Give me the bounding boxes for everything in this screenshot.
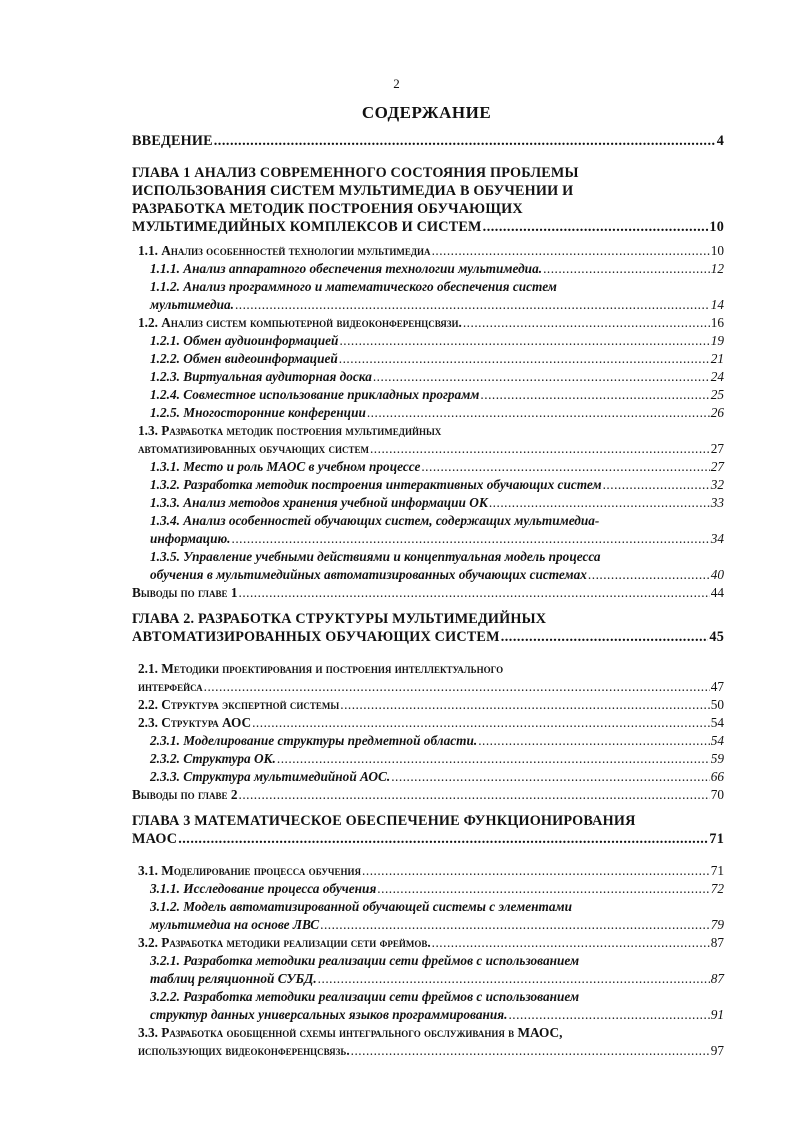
dot-leader: [432, 242, 710, 260]
toc-page: 71: [710, 863, 724, 878]
dot-leader: [340, 696, 709, 714]
dot-leader: [232, 530, 710, 548]
toc-entry-1-3-4[interactable]: [132, 512, 724, 548]
toc-entry-2-2[interactable]: [132, 696, 724, 714]
toc-entry-2-3-1[interactable]: [132, 732, 724, 750]
toc-page: 71: [709, 831, 724, 847]
toc-label: 1.1. Анализ особенностей технологии мультимедиа: [138, 243, 431, 258]
dot-leader: [252, 714, 710, 732]
toc-entry-2-3-3[interactable]: [132, 768, 724, 786]
toc-entry-1-1-1[interactable]: [132, 260, 724, 278]
toc-label: 1.2.5. Многосторонние конференции: [150, 405, 366, 420]
toc-entry-3-2-2[interactable]: [132, 988, 724, 1024]
toc-page: 91: [710, 1007, 724, 1022]
dot-leader: [391, 768, 709, 786]
toc-label: 2.2. Структура экспертной системы: [138, 697, 340, 712]
toc-entry-1-2-3[interactable]: [132, 368, 724, 386]
toc-page: 50: [710, 697, 724, 712]
dot-leader: [483, 218, 709, 236]
dot-leader: [367, 404, 710, 422]
toc-label-line: таблиц реляционной СУБД.: [150, 971, 317, 986]
toc-label-line: 2.1. Методики проектирования и построения интеллектуального: [138, 661, 504, 676]
toc-label: 3.2. Разработка методики реализации сети фреймов.: [138, 935, 431, 950]
toc-label: 1.2.4. Совместное использование прикладных программ: [150, 387, 480, 402]
toc-entry-1-2-4[interactable]: [132, 386, 724, 404]
dot-leader: [362, 862, 710, 880]
toc-page: 72: [710, 881, 724, 896]
toc-label-line: 3.1.2. Модель автоматизированной обучающей системы с элементами: [150, 899, 572, 914]
dot-leader: [588, 566, 710, 584]
toc-label-line: 1.3.4. Анализ особенностей обучающих систем, содержащих мультимедиа-: [150, 513, 600, 528]
toc-label-line: структур данных универсальных языков программирования.: [150, 1007, 508, 1022]
toc-entry-1-1[interactable]: [132, 242, 724, 260]
toc-entry-1-3-5[interactable]: [132, 548, 724, 584]
toc-entry-1-3-1[interactable]: [132, 458, 724, 476]
toc-label: 1.3.3. Анализ методов хранения учебной информации ОК: [150, 495, 488, 510]
toc-label-line: 1.3. Разработка методик построения мультимедийных: [138, 423, 442, 438]
toc-label-line: ГЛАВА 2. РАЗРАБОТКА СТРУКТУРЫ МУЛЬТИМЕДИЙНЫХ: [132, 611, 547, 627]
toc-entry-conclusions-1[interactable]: [132, 584, 724, 602]
toc-page: 27: [710, 459, 724, 474]
dot-leader: [370, 440, 710, 458]
dot-leader: [178, 830, 708, 848]
toc-label-line: 3.2.2. Разработка методики реализации сети фреймов с использованием: [150, 989, 580, 1004]
dot-leader: [318, 970, 710, 988]
toc-entry-2-1[interactable]: [132, 660, 724, 696]
toc-entry-intro[interactable]: [132, 132, 724, 150]
toc-page: 66: [710, 769, 724, 784]
toc-label-line: МУЛЬТИМЕДИЙНЫХ КОМПЛЕКСОВ И СИСТЕМ: [132, 219, 482, 235]
toc-label: 1.1.1. Анализ аппаратного обеспечения технологии мультимедиа.: [150, 261, 543, 276]
toc-entry-1-1-2[interactable]: [132, 278, 724, 314]
toc-page: 16: [710, 315, 724, 330]
toc-entry-chapter-3[interactable]: [132, 812, 724, 848]
dot-leader: [239, 786, 710, 804]
toc-entry-1-2-2[interactable]: [132, 350, 724, 368]
toc-page: 10: [709, 219, 724, 235]
toc-label-line: мультимедиа на основе ЛВС: [150, 917, 320, 932]
toc-page: 12: [710, 261, 724, 276]
toc-page: 97: [710, 1043, 724, 1058]
toc-label-line: интерфейса: [138, 679, 203, 694]
toc-entry-1-3-3[interactable]: [132, 494, 724, 512]
dot-leader: [421, 458, 709, 476]
toc-page: 10: [710, 243, 724, 258]
dot-leader: [373, 368, 710, 386]
toc-entry-conclusions-2[interactable]: [132, 786, 724, 804]
toc-label: 1.2. Анализ систем компьютерной видеоконференцсвязи.: [138, 315, 462, 330]
toc-label: 1.2.3. Виртуальная аудиторная доска: [150, 369, 372, 384]
dot-leader: [508, 1006, 709, 1024]
toc-page: 87: [710, 971, 724, 986]
toc-entry-2-3-2[interactable]: [132, 750, 724, 768]
toc-label-line: 1.1.2. Анализ программного и математического обеспечения систем: [150, 279, 557, 294]
toc-page: 44: [710, 585, 724, 600]
dot-leader: [377, 880, 709, 898]
dot-leader: [239, 584, 710, 602]
toc-label: 2.3.3. Структура мультимедийной АОС.: [150, 769, 391, 784]
toc-entry-1-2-5[interactable]: [132, 404, 724, 422]
toc-page: 47: [710, 679, 724, 694]
toc-label-line: 1.3.5. Управление учебными действиями и концептуальная модель процесса: [150, 549, 601, 564]
toc-label: 1.2.2. Обмен видеоинформацией: [150, 351, 338, 366]
toc-page: 40: [710, 567, 724, 582]
dot-leader: [204, 678, 710, 696]
toc-entry-3-3[interactable]: [132, 1024, 724, 1060]
document-title: СОДЕРЖАНИЕ: [361, 103, 492, 122]
toc-page: 14: [710, 297, 724, 312]
dot-leader: [320, 916, 710, 934]
toc-label: 3.1. Моделирование процесса обучения: [138, 863, 362, 878]
toc-page: 21: [710, 351, 724, 366]
toc-entry-1-2[interactable]: [132, 314, 724, 332]
toc-label: Выводы по главе 2: [132, 787, 238, 802]
toc-page: 34: [710, 531, 724, 546]
toc-entry-chapter-2[interactable]: [132, 610, 724, 646]
dot-leader: [603, 476, 710, 494]
toc-page: 87: [710, 935, 724, 950]
toc-label: Выводы по главе 1: [132, 585, 238, 600]
toc-page: 27: [710, 441, 724, 456]
dot-leader: [463, 314, 710, 332]
dot-leader: [489, 494, 710, 512]
toc-label-line: ГЛАВА 1 АНАЛИЗ СОВРЕМЕННОГО СОСТОЯНИЯ ПРОБЛЕМЫ: [132, 165, 579, 181]
dot-leader: [432, 934, 710, 952]
toc-label-line: 3.2.1. Разработка методики реализации сети фреймов с использованием: [150, 953, 580, 968]
toc-label: 2.3.2. Структура ОК.: [150, 751, 276, 766]
toc-label-line: мультимедиа.: [150, 297, 234, 312]
toc-entry-chapter-1[interactable]: [132, 164, 724, 236]
page-number: 2: [393, 76, 400, 91]
toc-entry-3-1-1[interactable]: [132, 880, 724, 898]
toc-label-line: автоматизированных обучающих систем: [138, 441, 369, 456]
toc-label-line: ГЛАВА 3 МАТЕМАТИЧЕСКОЕ ОБЕСПЕЧЕНИЕ ФУНКЦИОНИРОВАНИЯ: [132, 813, 636, 829]
dot-leader: [501, 628, 709, 646]
toc-label-line: обучения в мультимедийных автоматизированных обучающих системах: [150, 567, 587, 582]
toc-label: 3.1.1. Исследование процесса обучения: [150, 881, 377, 896]
dot-leader: [277, 750, 710, 768]
toc-page: 24: [710, 369, 724, 384]
toc-entry-3-1[interactable]: [132, 862, 724, 880]
toc-page: 59: [710, 751, 724, 766]
toc-label: ВВЕДЕНИЕ: [132, 133, 213, 149]
toc-page: 33: [710, 495, 724, 510]
toc-label: 1.2.1. Обмен аудиоинформацией: [150, 333, 339, 348]
toc-label-line: 3.3. Разработка обобщенной схемы интегрального обслуживания в МАОС,: [138, 1025, 563, 1040]
toc-page: 54: [710, 733, 724, 748]
dot-leader: [339, 350, 710, 368]
toc-entry-3-1-2[interactable]: [132, 898, 724, 934]
toc-entry-1-3[interactable]: [132, 422, 724, 458]
toc-page: 54: [710, 715, 724, 730]
toc-label: 2.3.1. Моделирование структуры предметной области.: [150, 733, 478, 748]
table-of-contents: [132, 132, 724, 1060]
toc-entry-2-3[interactable]: [132, 714, 724, 732]
toc-page: 26: [710, 405, 724, 420]
toc-label-line: РАЗРАБОТКА МЕТОДИК ПОСТРОЕНИЯ ОБУЧАЮЩИХ: [132, 201, 523, 217]
dot-leader: [235, 296, 710, 314]
dot-leader: [339, 332, 709, 350]
dot-leader: [214, 132, 716, 150]
dot-leader: [543, 260, 710, 278]
toc-label: 1.3.1. Место и роль МАОС в учебном процессе: [150, 459, 421, 474]
toc-label: 2.3. Структура АОС: [138, 715, 252, 730]
toc-label-line: АВТОМАТИЗИРОВАННЫХ ОБУЧАЮЩИХ СИСТЕМ: [132, 629, 500, 645]
toc-label-line: МАОС: [132, 831, 178, 847]
toc-page: 19: [710, 333, 724, 348]
toc-entry-1-2-1[interactable]: [132, 332, 724, 350]
toc-entry-3-2-1[interactable]: [132, 952, 724, 988]
toc-page: 79: [710, 917, 724, 932]
toc-entry-3-2[interactable]: [132, 934, 724, 952]
dot-leader: [351, 1042, 710, 1060]
toc-page: 32: [710, 477, 724, 492]
toc-page: 45: [709, 629, 724, 645]
toc-page: 25: [710, 387, 724, 402]
toc-label-line: ИСПОЛЬЗОВАНИЯ СИСТЕМ МУЛЬТИМЕДИА В ОБУЧЕНИИ И: [132, 183, 574, 199]
toc-page: 70: [710, 787, 724, 802]
toc-label-line: использующих видеоконференцсвязь.: [138, 1043, 350, 1058]
toc-label: 1.3.2. Разработка методик построения интерактивных обучающих систем: [150, 477, 602, 492]
toc-label-line: информацию.: [150, 531, 231, 546]
toc-entry-1-3-2[interactable]: [132, 476, 724, 494]
dot-leader: [480, 386, 709, 404]
toc-page: 4: [716, 133, 724, 149]
dot-leader: [478, 732, 710, 750]
